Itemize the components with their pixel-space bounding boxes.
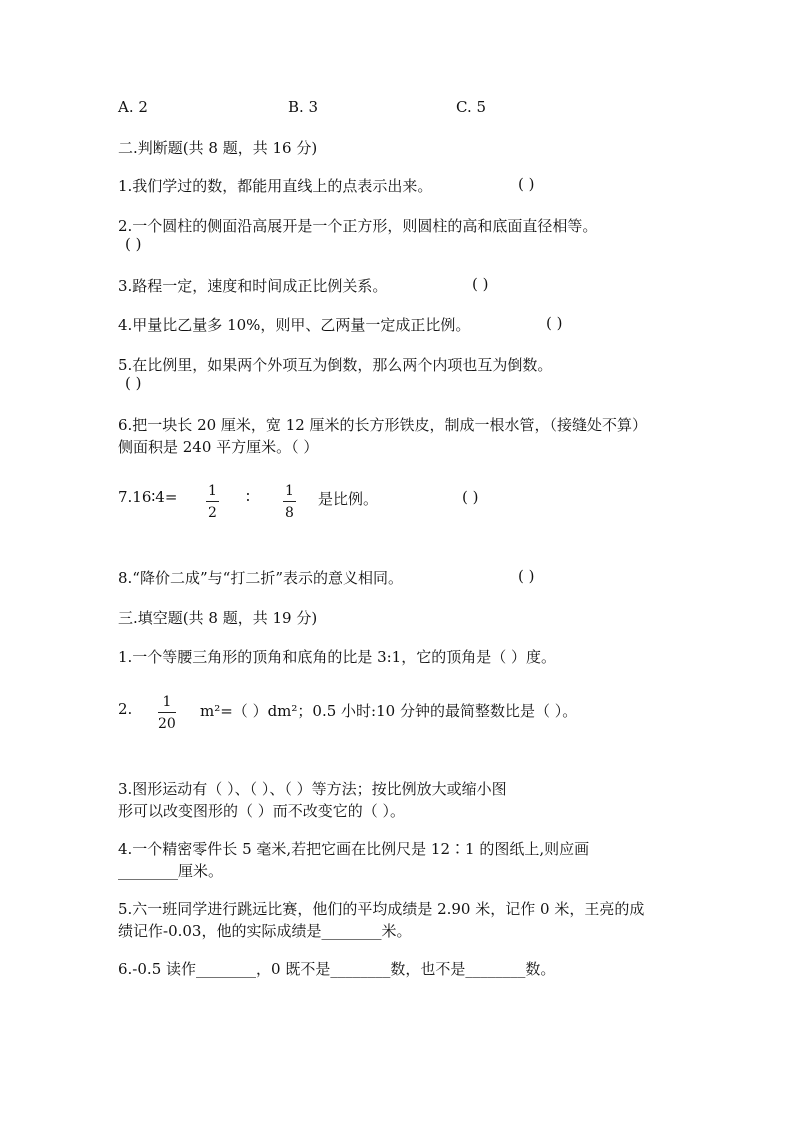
s3-q1: 1.一个等腰三角形的顶角和底角的比是 3:1，它的顶角是（ ）度。	[118, 648, 556, 666]
fraction-numerator: 1	[285, 483, 294, 499]
s2-q7-fraction-2	[283, 484, 296, 520]
s2-q7-suffix: 是比例。	[318, 490, 379, 508]
option-c: C. 5	[456, 98, 487, 116]
section3-title: 三.填空题(共 8 题，共 19 分)	[118, 609, 318, 627]
s2-q3-blank: ( )	[472, 275, 489, 293]
fraction-numerator: 1	[208, 483, 217, 499]
s2-q7-blank: ( )	[462, 488, 479, 506]
s2-q2-line2: ( )	[125, 235, 142, 253]
s3-q3-line2: 形可以改变图形的（ ）而不改变它的（ ）。	[118, 802, 406, 820]
s3-q6: 6.-0.5 读作________，0 既不是________数，也不是________数。	[118, 960, 556, 978]
s2-q7-colon: ∶	[246, 488, 250, 506]
s2-q1-blank: ( )	[518, 175, 535, 193]
s3-q2-fraction	[158, 695, 176, 731]
fraction-denominator: 8	[285, 505, 294, 521]
section2-title: 二.判断题(共 8 题，共 16 分)	[118, 139, 318, 157]
s2-q4: 4.甲量比乙量多 10%，则甲、乙两量一定成正比例。	[118, 316, 471, 334]
fraction-denominator: 2	[208, 505, 217, 521]
s2-q2-line1: 2.一个圆柱的侧面沿高展开是一个正方形，则圆柱的高和底面直径相等。	[118, 217, 598, 235]
option-b: B. 3	[288, 98, 319, 116]
s2-q1: 1.我们学过的数，都能用直线上的点表示出来。	[118, 177, 433, 195]
s2-q7-fraction-1	[206, 484, 219, 520]
s3-q3-line1: 3.图形运动有（ ）、（ ）、（ ）等方法；按比例放大或缩小图	[118, 780, 507, 798]
s3-q4-line1: 4.一个精密零件长 5 毫米,若把它画在比例尺是 12∶1 的图纸上,则应画	[118, 840, 590, 858]
s3-q2-prefix: 2.	[118, 700, 133, 718]
s2-q5-line2: ( )	[125, 374, 142, 392]
fraction-numerator: 1	[162, 694, 172, 710]
s3-q5-line1: 5.六一班同学进行跳远比赛，他们的平均成绩是 2.90 米，记作 0 米，王亮的成	[118, 900, 645, 918]
fraction-denominator: 20	[158, 716, 176, 732]
s2-q5-line1: 5.在比例里，如果两个外项互为倒数，那么两个内项也互为倒数。	[118, 356, 553, 374]
s3-q5-line2: 绩记作-0.03，他的实际成绩是________米。	[118, 922, 412, 940]
s3-q2-suffix: m²=（ ）dm²；0.5 小时:10 分钟的最简整数比是（ ）。	[200, 702, 578, 720]
option-a: A. 2	[118, 98, 148, 116]
s2-q6-line2: 侧面积是 240 平方厘米。（ ）	[118, 438, 319, 456]
s2-q6-line1: 6.把一块长 20 厘米，宽 12 厘米的长方形铁皮，制成一根水管，（接缝处不算）	[118, 416, 648, 434]
s2-q8-blank: ( )	[518, 567, 535, 585]
s2-q3: 3.路程一定，速度和时间成正比例关系。	[118, 277, 388, 295]
s2-q7-prefix: 7.16∶4=	[118, 488, 178, 506]
s2-q8: 8.“降价二成”与“打二折”表示的意义相同。	[118, 569, 403, 587]
s3-q4-line2: ________厘米。	[118, 862, 224, 880]
s2-q4-blank: ( )	[546, 314, 563, 332]
